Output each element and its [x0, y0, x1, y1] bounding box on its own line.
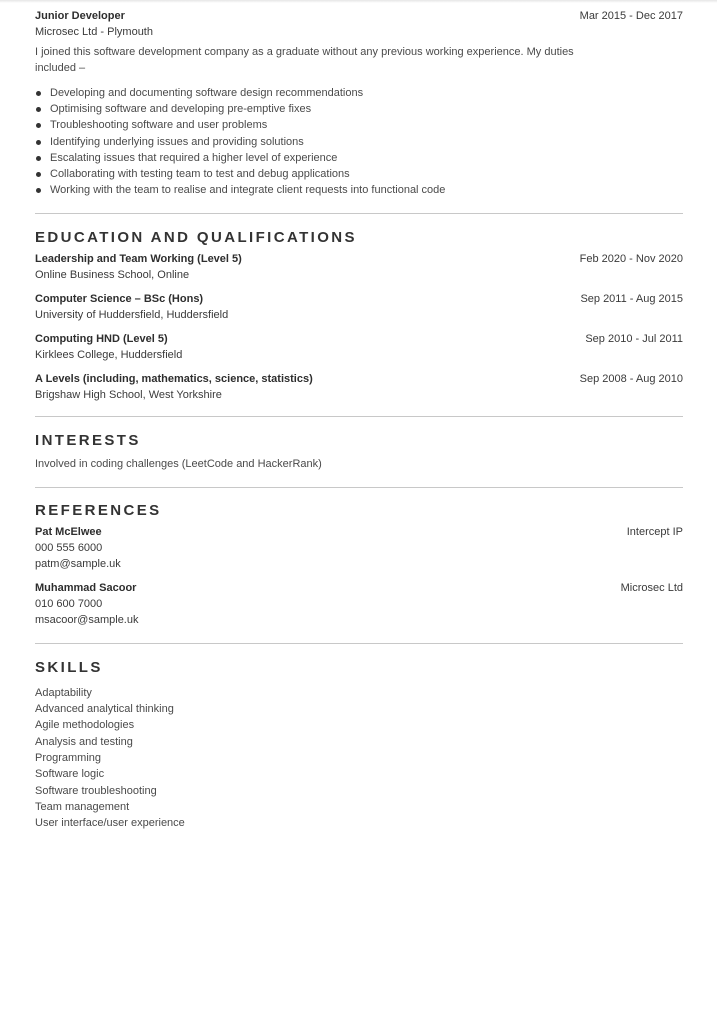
interests-heading: INTERESTS	[35, 432, 141, 450]
job-date: Mar 2015 - Dec 2017	[579, 10, 683, 22]
education-date: Feb 2020 - Nov 2020	[579, 253, 683, 266]
reference-item	[35, 582, 683, 628]
skill-item: Software logic	[35, 768, 105, 781]
duty-item: Identifying underlying issues and providing solutions	[50, 134, 683, 150]
references-heading: REFERENCES	[35, 501, 162, 519]
interests-text: Involved in coding challenges (LeetCode and HackerRank)	[35, 458, 322, 471]
skill-item: Team management	[35, 800, 130, 813]
skill-item: Programming	[35, 751, 102, 764]
education-heading: EDUCATION AND QUALIFICATIONS	[35, 229, 357, 247]
education-title: Leadership and Team Working (Level 5)	[35, 253, 242, 266]
duties-list	[35, 85, 683, 198]
skill-item: Agile methodologies	[35, 719, 135, 732]
reference-phone: 000 555 6000	[35, 541, 103, 554]
education-item	[35, 373, 683, 403]
job-description: I joined this software development company as a graduate without any previous working experience. My duties included –	[35, 46, 574, 74]
skills-list	[35, 685, 683, 832]
skill-item: Adaptability	[35, 686, 92, 699]
education-title: Computing HND (Level 5)	[35, 333, 168, 346]
section-divider	[35, 213, 683, 214]
education-institution: Online Business School, Online	[35, 269, 190, 282]
interests-section	[35, 432, 683, 472]
duty-item: Developing and documenting software design recommendations	[50, 85, 683, 101]
section-divider	[35, 487, 683, 488]
duty-item: Escalating issues that required a higher level of experience	[50, 150, 683, 166]
education-title: Computer Science – BSc (Hons)	[35, 293, 204, 306]
skill-item: Software troubleshooting	[35, 784, 157, 797]
skill-item: User interface/user experience	[35, 817, 185, 830]
section-divider	[35, 643, 683, 644]
reference-name: Pat McElwee	[35, 525, 102, 538]
job-company: Microsec Ltd - Plymouth	[35, 26, 153, 38]
section-divider	[35, 416, 683, 417]
reference-email: msacoor@sample.uk	[35, 613, 139, 626]
skills-section	[35, 659, 683, 832]
resume-page	[35, 10, 683, 831]
skill-item: Advanced analytical thinking	[35, 703, 174, 716]
experience-header	[35, 10, 683, 22]
skill-item: Analysis and testing	[35, 735, 133, 748]
education-item	[35, 293, 683, 323]
top-edge-shadow	[0, 0, 717, 3]
reference-item	[35, 526, 683, 572]
education-institution: Kirklees College, Huddersfield	[35, 349, 183, 362]
education-title: A Levels (including, mathematics, science, statistics)	[35, 373, 313, 386]
education-institution: Brigshaw High School, West Yorkshire	[35, 389, 222, 402]
education-section	[35, 229, 683, 403]
education-date: Sep 2010 - Jul 2011	[585, 333, 683, 346]
reference-email: patm@sample.uk	[35, 557, 121, 570]
reference-phone: 010 600 7000	[35, 597, 103, 610]
skills-heading: SKILLS	[35, 658, 103, 676]
duty-item: Working with the team to realise and integrate client requests into functional code	[50, 182, 683, 198]
references-section	[35, 502, 683, 628]
reference-company: Microsec Ltd	[620, 581, 683, 594]
reference-company: Intercept IP	[626, 525, 683, 538]
education-date: Sep 2011 - Aug 2015	[580, 293, 683, 306]
reference-name: Muhammad Sacoor	[35, 581, 137, 594]
education-item	[35, 253, 683, 283]
duty-item: Optimising software and developing pre-emptive fixes	[50, 101, 683, 117]
education-date: Sep 2008 - Aug 2010	[579, 373, 683, 386]
duty-item: Troubleshooting software and user problems	[50, 117, 683, 133]
job-title: Junior Developer	[35, 10, 125, 22]
experience-entry	[35, 10, 683, 198]
education-item	[35, 333, 683, 363]
duty-item: Collaborating with testing team to test and debug applications	[50, 166, 683, 182]
education-institution: University of Huddersfield, Huddersfield	[35, 309, 229, 322]
